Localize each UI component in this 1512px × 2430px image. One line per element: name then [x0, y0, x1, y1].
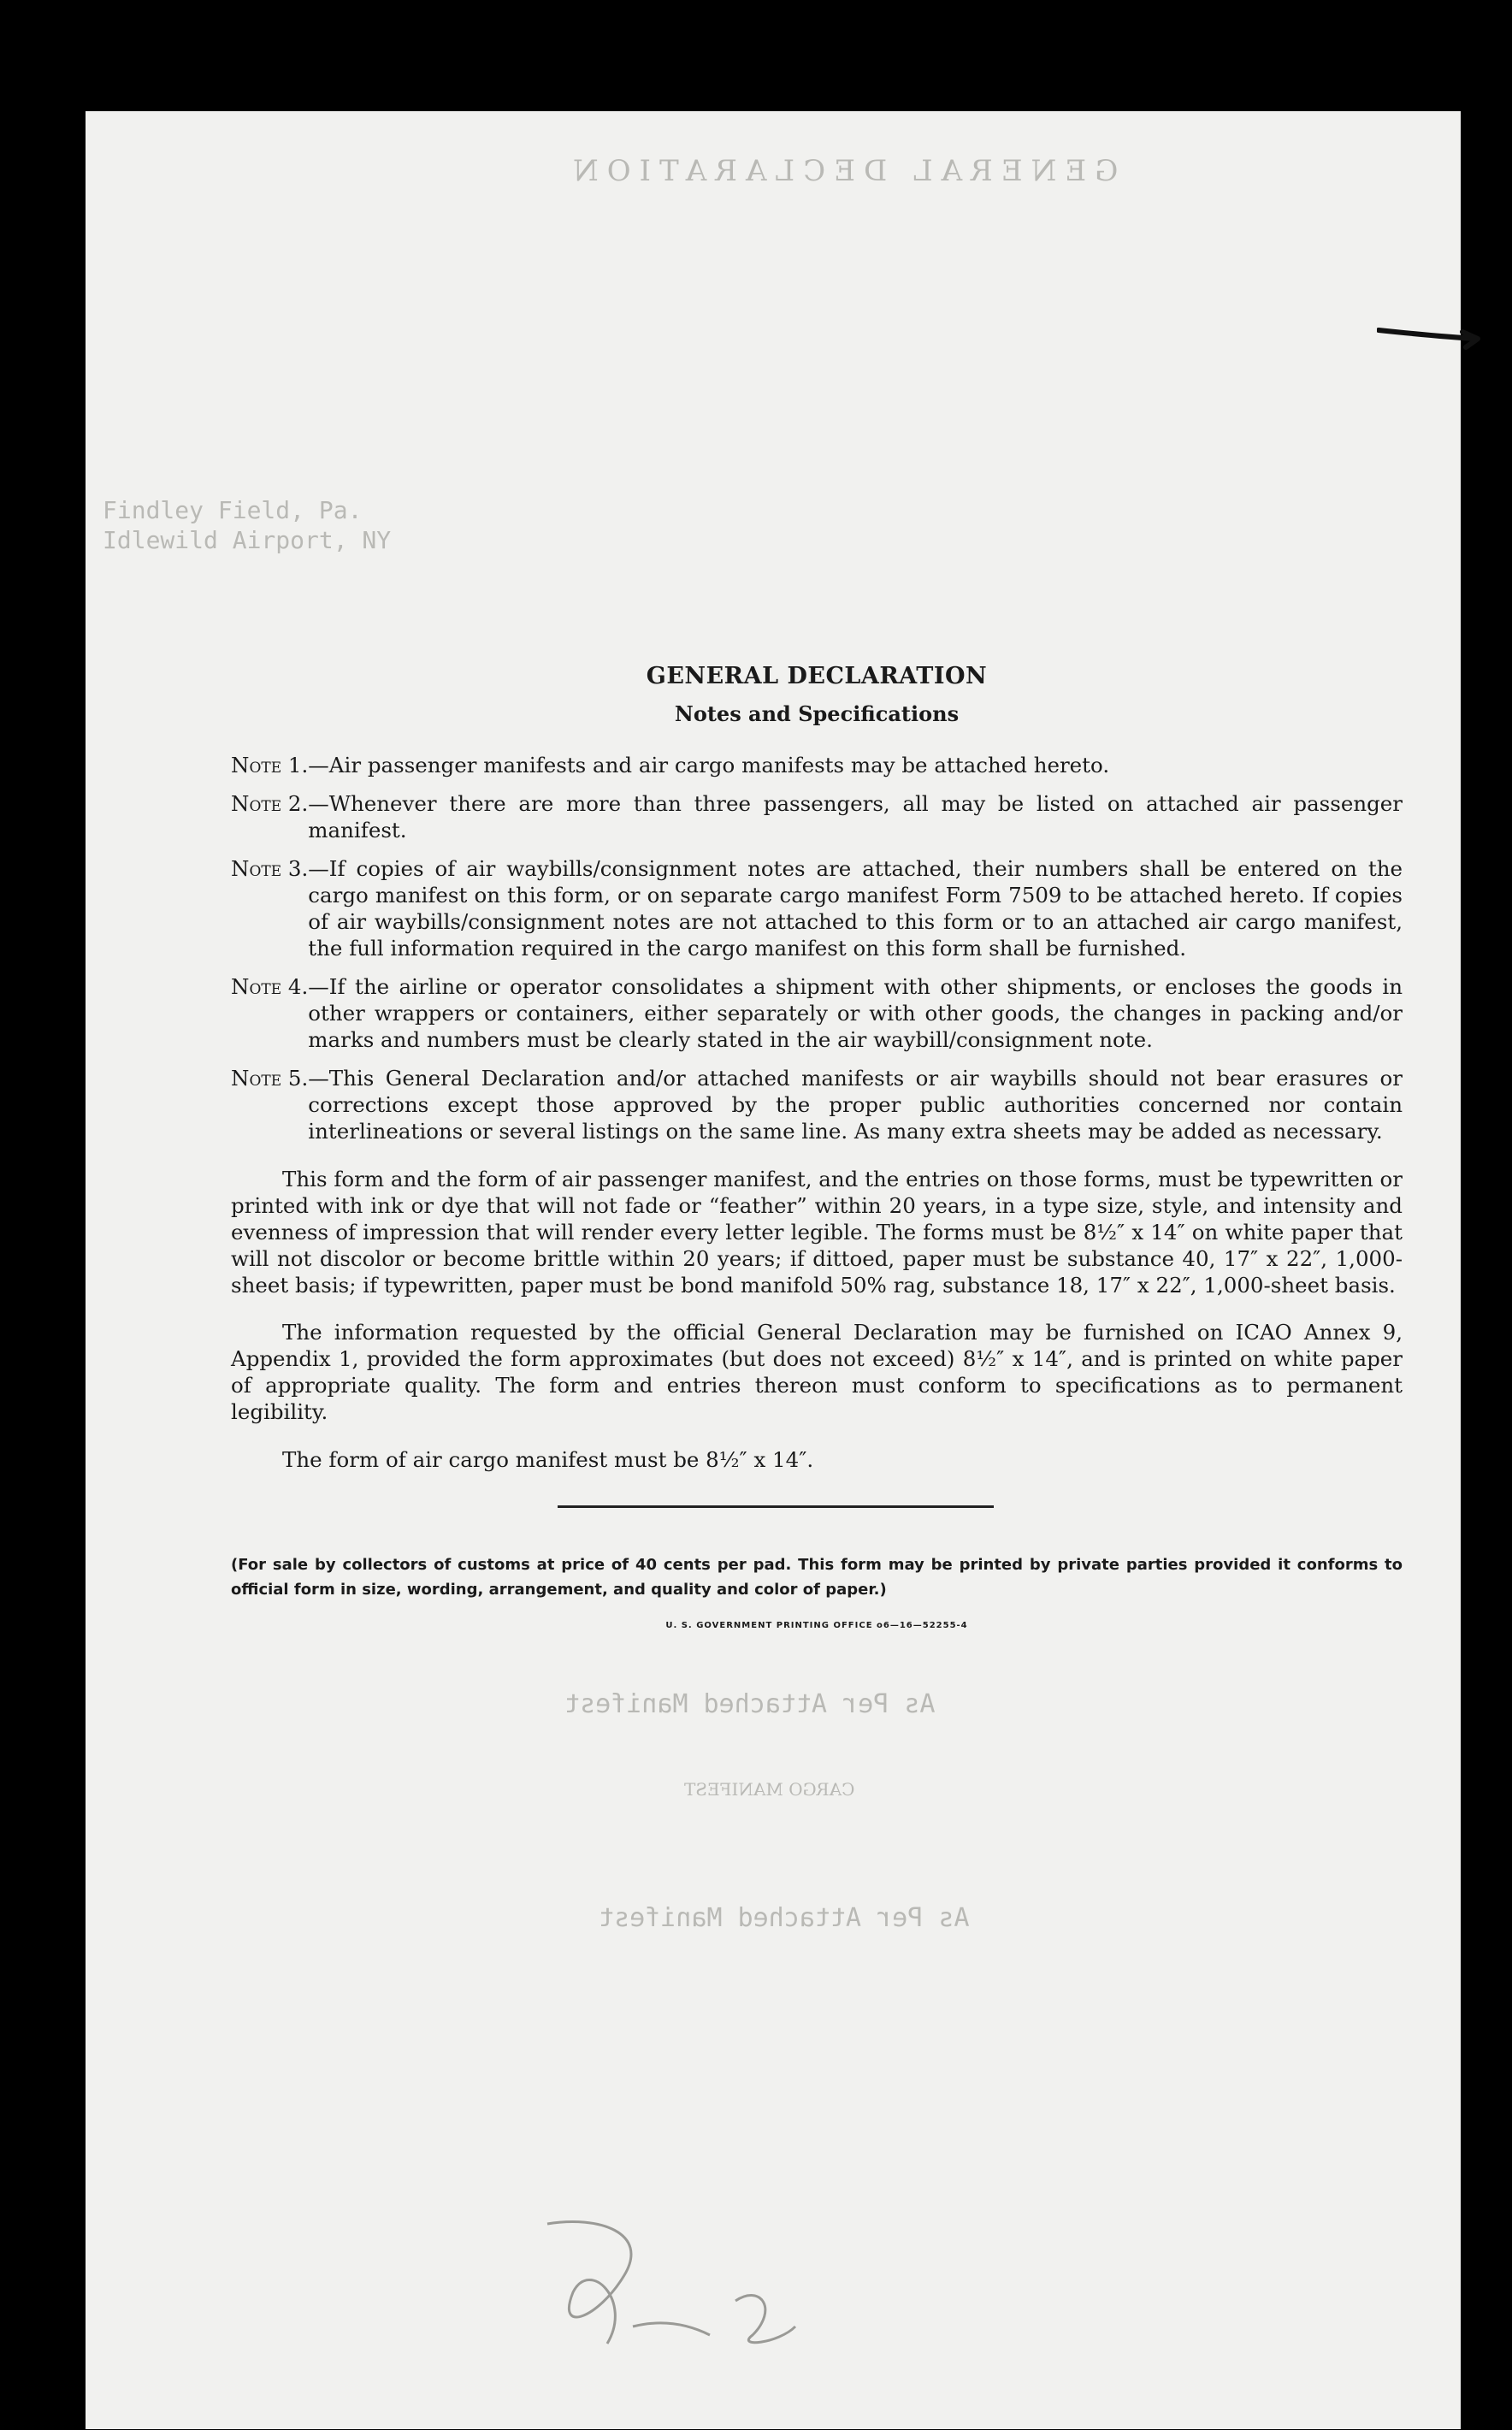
note-label: Note 3. [231, 856, 309, 881]
bleed-through-line: As Per Attached Manifest [564, 1689, 936, 1719]
handwritten-signature [496, 2198, 855, 2369]
note-label: Note 1. [231, 753, 309, 777]
note-4 [231, 973, 1403, 1053]
bleed-through-line: As Per Attached Manifest [599, 1903, 970, 1933]
divider [558, 1505, 994, 1508]
page-title: GENERAL DECLARATION [646, 663, 988, 689]
note-label: Note 5. [231, 1066, 309, 1091]
bleed-through-header: GENERAL DECLARATION [564, 154, 1119, 188]
note-text: —If copies of air waybills/consignment notes are attached, their numbers shall be entered on the cargo manifest on this form, or on separate cargo manifest Form 7509 to be attached hereto. If copies of air waybills/consignment notes are not attached to this form or to an attached air cargo manifest, the full information required in the cargo manifest on this form shall be furnished. [308, 856, 1403, 961]
note-text: —This General Declaration and/or attached manifests or air waybills should not bear erasures or corrections except those approved by the proper public authorities concerned nor contain interlineations or several listings on the same line. As many extra sheets may be added as necessary. [308, 1066, 1403, 1144]
paragraph-icao: The information requested by the official General Declaration may be furnished on ICAO Annex 9, Appendix 1, provided the form approximates (but does not exceed) 8½″ x 14″, and is printed on white paper of appropriate quality. The form and entries thereon must conform to specifications as to permanent legibility. [231, 1320, 1403, 1424]
paragraph-cargo-manifest-size: The form of air cargo manifest must be 8½″ x 14″. [282, 1446, 814, 1472]
note-1 [231, 752, 1403, 778]
note-text: —Whenever there are more than three passengers, all may be listed on attached air passenger manifest. [308, 791, 1403, 843]
note-text: —If the airline or operator consolidates a shipment with other shipments, or encloses the goods in other wrappers or containers, either separately or with other goods, the changes in packing and/or marks and numbers must be clearly stated in the air waybill/consignment note. [308, 974, 1403, 1052]
document-page [86, 111, 1461, 2429]
printer-line: U. S. GOVERNMENT PRINTING OFFICE o6—16—52255-4 [665, 1620, 968, 1630]
page-subtitle: Notes and Specifications [674, 701, 960, 726]
note-2 [231, 790, 1403, 843]
note-3 [231, 855, 1403, 961]
sale-notice: (For sale by collectors of customs at price of 40 cents per pad. This form may be printed by private parties provided it conforms to official form in size, wording, arrangement, and quality and color of paper.) [231, 1555, 1403, 1599]
note-text: —Air passenger manifests and air cargo manifests may be attached hereto. [308, 753, 1110, 777]
notes-section [231, 556, 1403, 1630]
note-5 [231, 1065, 1403, 1144]
note-label: Note 2. [231, 791, 309, 816]
bleed-through-line: Idlewild Airport, NY [103, 526, 392, 554]
bleed-through-line: Findley Field, Pa. [103, 496, 363, 524]
paragraph-format-requirements: This form and the form of air passenger manifest, and the entries on those forms, must be typewritten or printed with ink or dye that will not fade or “feather” within 20 years, in a type size, style, and intensity and evenness of impression that will render every letter legible. The forms must be 8½″ x 14″ on white paper that will not discolor or become brittle within 20 years; if dittoed, paper must be substance 40, 17″ x 22″, 1,000-sheet basis; if typewritten, paper must be bond manifold 50% rag, substance 18, 17″ x 22″, 1,000-sheet basis. [231, 1166, 1403, 1298]
bleed-through-cargo-header: CARGO MANIFEST [684, 1779, 855, 1800]
arrow-mark [1377, 325, 1488, 351]
note-label: Note 4. [231, 974, 309, 999]
